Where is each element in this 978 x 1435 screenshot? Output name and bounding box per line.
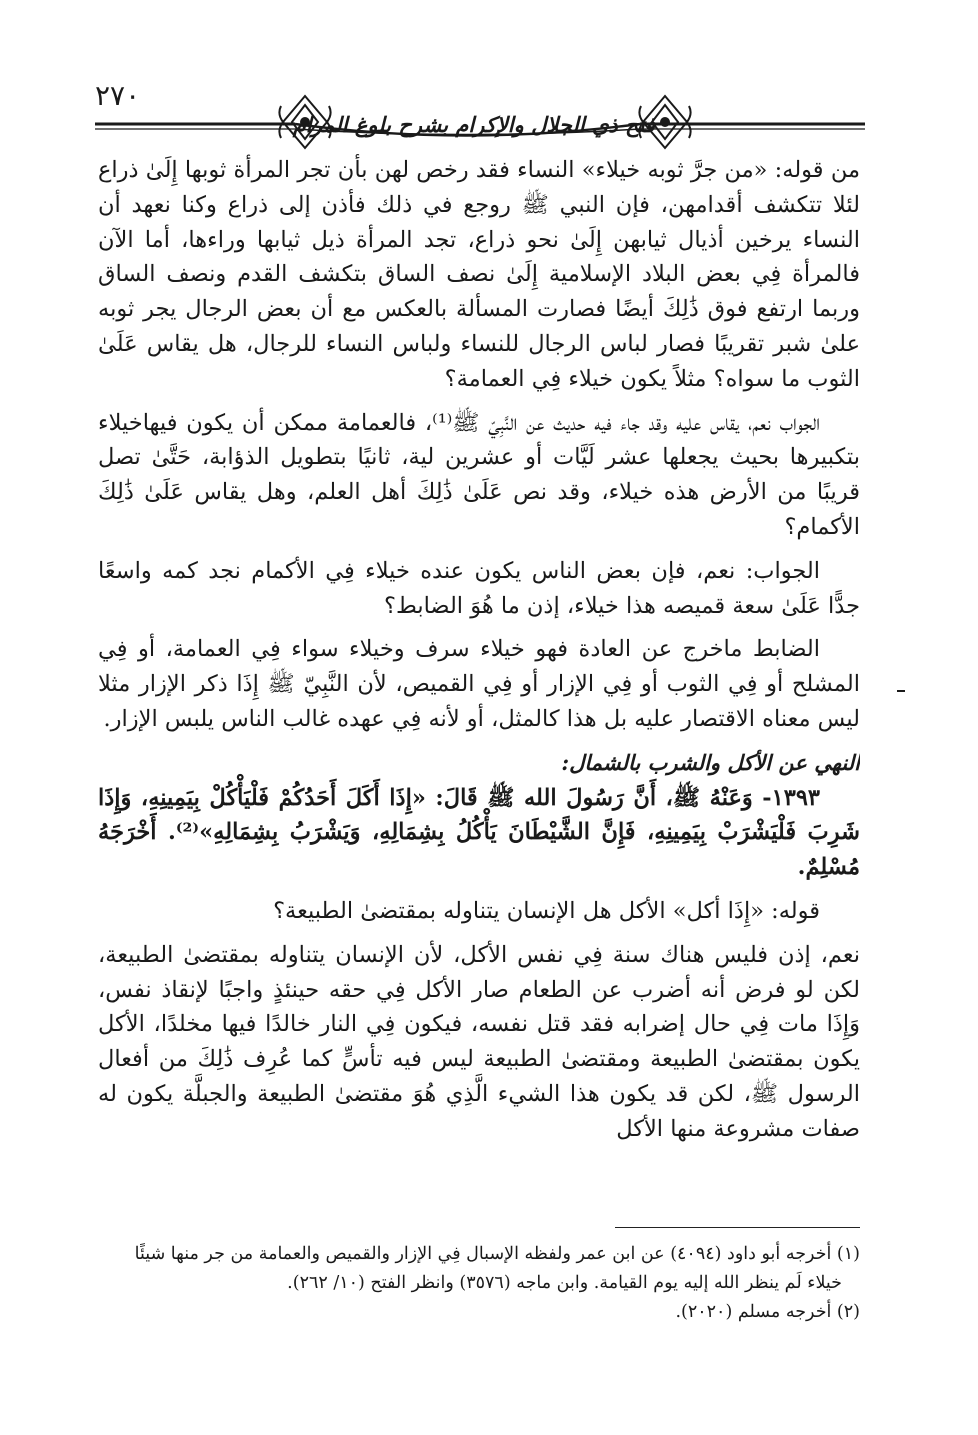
section-heading: النهي عن الأكل والشرب بالشمال: bbox=[561, 749, 860, 775]
paragraph: قوله: «إِذَا أكل» الأكل هل الإنسان يتناوله بمقتضىٰ الطبيعة؟ bbox=[273, 897, 820, 924]
running-header bbox=[95, 78, 865, 148]
paragraph: من قوله: «من جرَّ ثوبه خيلاء» النساء فقد رخص لهن بأن تجر المرأة ثوبها إِلَىٰ ذراع لئلا تتكشف أقدامهن، فإن النبي ﷺ روجع في ذلك فأذن إلى ذراع وكنا نعهد أن النساء يرخين أذيال ثيابهن إِلَىٰ نحو ذراع، تجد المرأة ذيل ثيابها وراءها، أما الآن فالمرأة فِي بعض البلاد الإسلامية إِلَىٰ نصف الساق بتكشف القدم ونصف الساق وربما ارتفع فوق ذَٰلِكَ أيضًا فصارت المسألة بالعكس مع أن بعض الرجال يجر ثوبه علىٰ شبر تقريبًا فصار لباس الرجال للنساء ولباس النساء للرجال، هل يقاس عَلَىٰ الثوب ما سواه؟ مثلاً يكون خيلاء فِي العمامة؟ bbox=[98, 157, 860, 392]
paragraph: الجواب: نعم، فإن بعض الناس يكون عنده خيلاء فِي الأكمام نجد كمه واسعًا جدًّا عَلَىٰ سعة قميصه هذا خيلاء، إذن ما هُوَ الضابط؟ bbox=[98, 557, 860, 619]
footnote-1-continuation: خيلاء لَم ينظر الله إليه يوم القيامة. وابن ماجه (٣٥٧٦) وانظر الفتح (١٠/ ٢٦٢). bbox=[287, 1273, 842, 1293]
page-number: ٢٧٠ bbox=[95, 79, 141, 112]
paragraph: الضابط ماخرج عن العادة فهو خيلاء سرف وخيلاء سواء فِي العمامة، أو فِي المشلح أو فِي الثوب أو فِي الإزار أو فِي القميص، لأن النَّبِيّ ﷺ إِذَا ذكر الإزار مثلا ليس معناه الاقتصار عليه بل هذا كالمثل، أو لأنه فِي عهده غالب الناس يلبس الإزار. bbox=[98, 636, 860, 732]
book-title: فتح ذي الجلال والإكرام بشرح بلوغ المرام bbox=[292, 112, 655, 137]
footnote-2: (٢) أخرجه مسلم (٢٠٢٠). bbox=[675, 1302, 860, 1322]
main-text bbox=[98, 153, 860, 1218]
footnotes bbox=[98, 1240, 860, 1340]
margin-mark bbox=[897, 690, 905, 692]
hadith-text: ١٣٩٣- وَعَنْهُ ﷺ، أَنَّ رَسُولَ الله ﷺ قَالَ: «إِذَا أَكَلَ أَحَدُكُمْ فَلْيَأْكُلْ بِيَمِينِهِ، وَإِذَا شَرِبَ فَلْيَشْرَبْ بِيَمِينِهِ، فَإِنَّ الشَّيْطَانَ يَأْكُلُ بِشِمَالِهِ، وَيَشْرَبُ بِشِمَالِهِ»⁽²⁾. أَخْرَجَهُ مُسْلِمٌ. bbox=[98, 784, 860, 881]
paragraph: نعم، إذن فليس هناك سنة فِي نفس الأكل، لأن الإنسان يتناوله بمقتضىٰ الطبيعة، لكن لو فرض أنه أضرب عن الطعام صار الأكل فِي حقه حينئذٍ واجبًا لإنقاذ نفس، وَإِذَا مات فِي حال إضرابه فقد قتل نفسه، فيكون فِي النار خالدًا فيها مخلدًا، الأكل يكون بمقتضىٰ الطبيعة ومقتضىٰ الطبيعة ليس فيه تأسٍّ كما عُرِف ذَٰلِكَ من أفعال الرسول ﷺ، لكن قد يكون هذا الشيء الَّذِي هُوَ مقتضىٰ الطبيعة والجبلَّة يكون له صفات مشروعة منها الأكل bbox=[98, 941, 860, 1142]
footnote-1: (١) أخرجه أبو داود (٤٠٩٤) عن ابن عمر ولفظه الإسبال فِي الإزار والقميص والعمامة من جر منها شيئًا bbox=[134, 1244, 860, 1264]
paragraph: الجواب نعم، يقاس عليه وقد جاء فيه حديث عن النَّبِيّ ﷺ⁽¹⁾، فالعمامة ممكن أن يكون فيهاخيلاء بتكبيرها بحيث يجعلها عشر لَيَّات أو عشرين لية، ثانيًا بتطويل الذؤابة، حَتَّىٰ تصل قريبًا من الأرض هذه خيلاء، وقد نص عَلَىٰ ذَٰلِكَ أهل العلم، وهل يقاس عَلَىٰ ذَٰلِكَ الأكمام؟ bbox=[98, 409, 860, 540]
footnote-separator bbox=[615, 1227, 860, 1228]
